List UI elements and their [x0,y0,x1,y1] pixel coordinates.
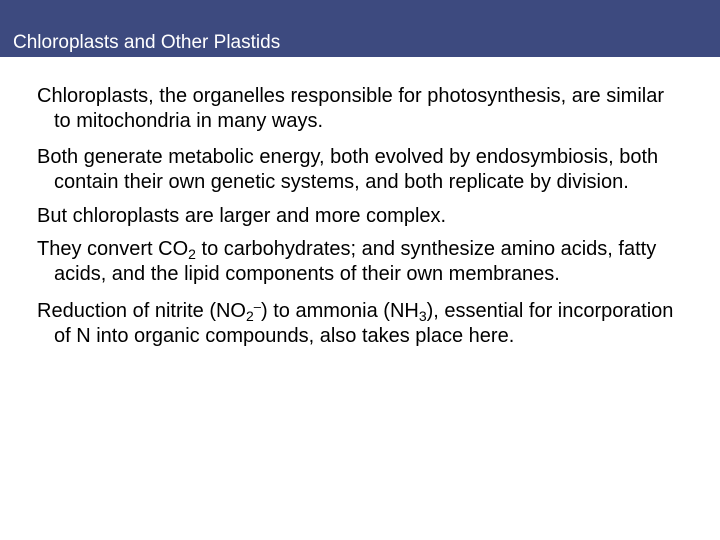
term-chloroplasts: Chloroplasts [37,85,149,107]
paragraph-complexity: But chloroplasts are larger and more complex. [37,205,447,227]
paragraph-similarities: Both generate metabolic energy, both evolved by endosymbiosis, both contain their own genetic systems, and both replicate by division. [37,146,659,193]
subscript: 3 [418,308,427,324]
paragraph-text: They convert CO [37,238,189,260]
paragraph-nitrite-reduction [37,299,677,349]
paragraph-text: , the organelles responsible for photosynthesis, are similar to mitochondria in many ways. [54,85,664,132]
slide-body [37,84,677,358]
paragraph-chloroplasts-intro [37,84,677,134]
subscript: 2 [245,308,254,324]
paragraph-text: ), essential for incorporation of N into organic compounds, also takes place here. [54,300,674,347]
slide-title: Chloroplasts and Other Plastids [13,32,281,53]
paragraph-functions [37,237,677,287]
paragraph-text: ) to ammonia (NH [261,300,419,322]
superscript: – [253,299,262,314]
slide-title-bar [0,0,720,57]
subscript: 2 [188,246,196,262]
paragraph-text: Reduction of nitrite (NO [37,300,246,322]
paragraph-text: to carbohydrates; and synthesize amino acids, fatty acids, and the lipid components of their own membranes. [54,238,657,285]
